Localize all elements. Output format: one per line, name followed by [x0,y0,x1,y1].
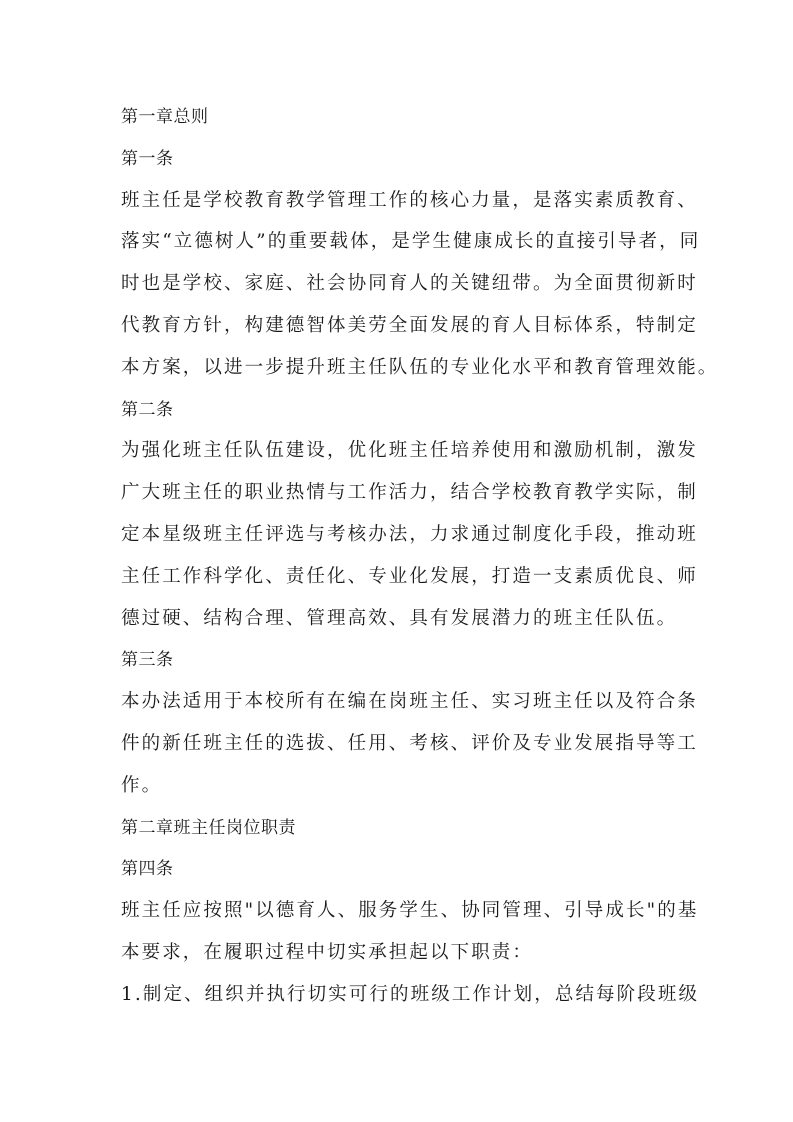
section-heading: 第二条 [121,399,174,420]
paragraph-line: 落实“立德树人”的重要载体，是学生健康成长的直接引导者，同 [121,231,701,253]
paragraph-line: 为强化班主任队伍建设，优化班主任培养使用和激励机制，激发 [121,440,698,462]
paragraph-line: 班主任应按照"以德育人、服务学生、协同管理、引导成长"的基 [121,900,699,922]
section-heading: 第一章总则 [121,107,209,127]
paragraph-line: 1.制定、组织并执行切实可行的班级工作计划，总结每阶段班级 [121,983,700,1005]
paragraph-line: 班主任是学校教育教学管理工作的核心力量，是落实素质教育、 [121,189,698,211]
paragraph-line: 本要求，在履职过程中切实承担起以下职责： [121,942,534,963]
paragraph-line: 作。 [121,774,163,796]
section-heading: 第二章班主任岗位职责 [121,817,296,838]
section-heading: 第三条 [121,650,174,671]
paragraph-line: 本办法适用于本校所有在编在岗班主任、实习班主任以及符合条 [121,691,698,713]
paragraph-line: 主任工作科学化、责任化、专业化发展，打造一支素质优良、师 [121,565,698,587]
paragraph-line: 广大班主任的职业热情与工作活力，结合学校教育教学实际，制 [121,482,698,504]
paragraph-line: 件的新任班主任的选拔、任用、考核、评价及专业发展指导等工 [121,733,698,754]
paragraph-line: 代教育方针，构建德智体美劳全面发展的育人目标体系，特制定 [121,315,698,336]
paragraph-line: 时也是学校、家庭、社会协同育人的关键纽带。为全面贯彻新时 [121,273,698,295]
paragraph-line: 本方案，以进一步提升班主任队伍的专业化水平和教育管理效能。 [121,356,719,378]
section-heading: 第一条 [121,148,174,169]
paragraph-line: 德过硬、结构合理、管理高效、具有发展潜力的班主任队伍。 [121,607,678,629]
paragraph-line: 定本星级班主任评选与考核办法，力求通过制度化手段，推动班 [121,524,698,545]
section-heading: 第四条 [121,859,174,880]
